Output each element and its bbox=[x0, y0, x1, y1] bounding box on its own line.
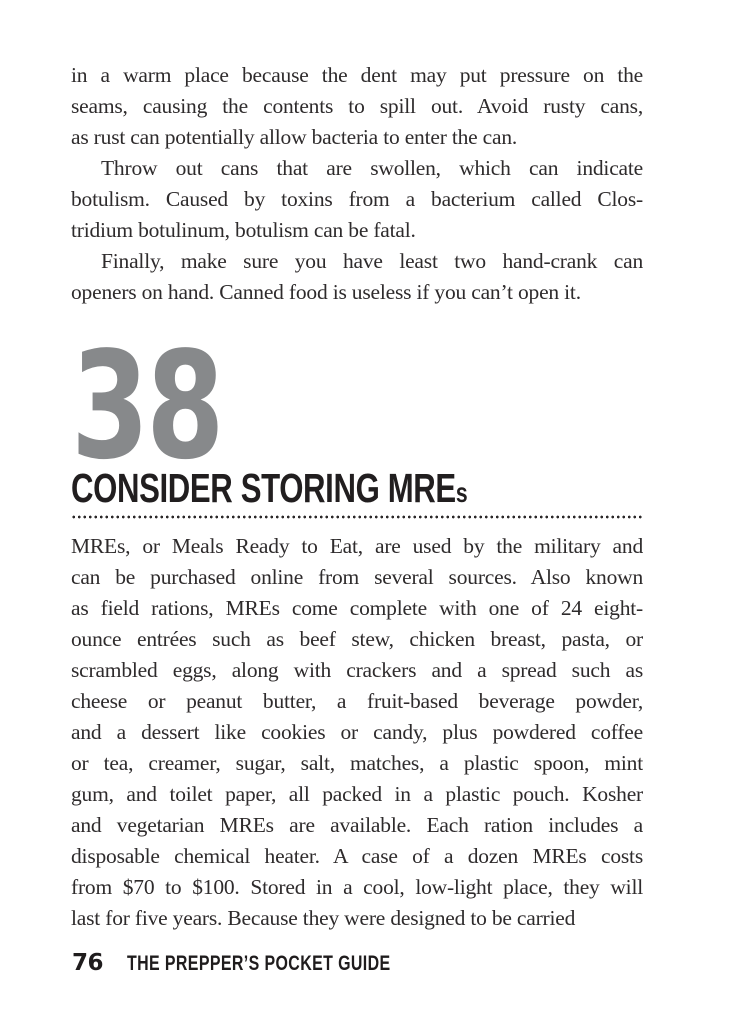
text-line: openers on hand. Canned food is useless if you can’t open it. bbox=[71, 280, 581, 304]
text-line: last for five years. Because they were designed to be carried bbox=[71, 906, 576, 930]
text-line: tridium botulinum, botulism can be fatal. bbox=[71, 218, 416, 242]
section-title-main: CONSIDER STORING MRE bbox=[71, 465, 456, 511]
book-title: THE PREPPER’S POCKET GUIDE bbox=[127, 952, 391, 975]
section-number-text: 38 bbox=[71, 320, 222, 492]
text-line: MREs, or Meals Ready to Eat, are used by the military and bbox=[71, 534, 643, 558]
text-line: scrambled eggs, along with crackers and a spread such as bbox=[71, 658, 643, 682]
section-title-small-suffix: s bbox=[455, 477, 468, 508]
text-line: and a dessert like cookies or candy, plus powdered coffee bbox=[71, 720, 643, 744]
text-line: Throw out cans that are swollen, which can indicate bbox=[101, 156, 643, 180]
text-line: seams, causing the contents to spill out. Avoid rusty cans, bbox=[71, 94, 643, 118]
text-line: Finally, make sure you have least two hand-crank can bbox=[101, 249, 643, 273]
text-line: from $70 to $100. Stored in a cool, low-light place, they will bbox=[71, 875, 643, 899]
page-footer bbox=[72, 950, 474, 976]
paragraph bbox=[71, 246, 643, 308]
page-number: 76 bbox=[72, 950, 104, 976]
text-line: botulism. Caused by toxins from a bacterium called Clos- bbox=[71, 187, 643, 211]
text-line: gum, and toilet paper, all packed in a plastic pouch. Kosher bbox=[71, 782, 643, 806]
text-line: in a warm place because the dent may put pressure on the bbox=[71, 63, 643, 87]
section-title-text bbox=[71, 466, 467, 515]
section-title bbox=[71, 466, 643, 510]
text-column bbox=[71, 60, 643, 934]
text-line: ounce entrées such as beef stew, chicken breast, pasta, or bbox=[71, 627, 643, 651]
text-line: and vegetarian MREs are available. Each ration includes a bbox=[71, 813, 643, 837]
text-line: can be purchased online from several sources. Also known bbox=[71, 565, 643, 589]
paragraph bbox=[71, 153, 643, 246]
dotted-divider bbox=[71, 515, 643, 519]
text-line: disposable chemical heater. A case of a dozen MREs costs bbox=[71, 844, 643, 868]
text-line: cheese or peanut butter, a fruit-based beverage powder, bbox=[71, 689, 643, 713]
book-title-wrap bbox=[127, 952, 474, 976]
paragraph bbox=[71, 60, 643, 153]
paragraph bbox=[71, 531, 643, 934]
text-line: or tea, creamer, sugar, salt, matches, a plastic spoon, mint bbox=[71, 751, 643, 775]
text-line: as rust can potentially allow bacteria to enter the can. bbox=[71, 125, 518, 149]
text-line: as field rations, MREs come complete with one of 24 eight- bbox=[71, 596, 643, 620]
body-paragraphs bbox=[71, 531, 643, 934]
intro-paragraphs bbox=[71, 60, 643, 308]
